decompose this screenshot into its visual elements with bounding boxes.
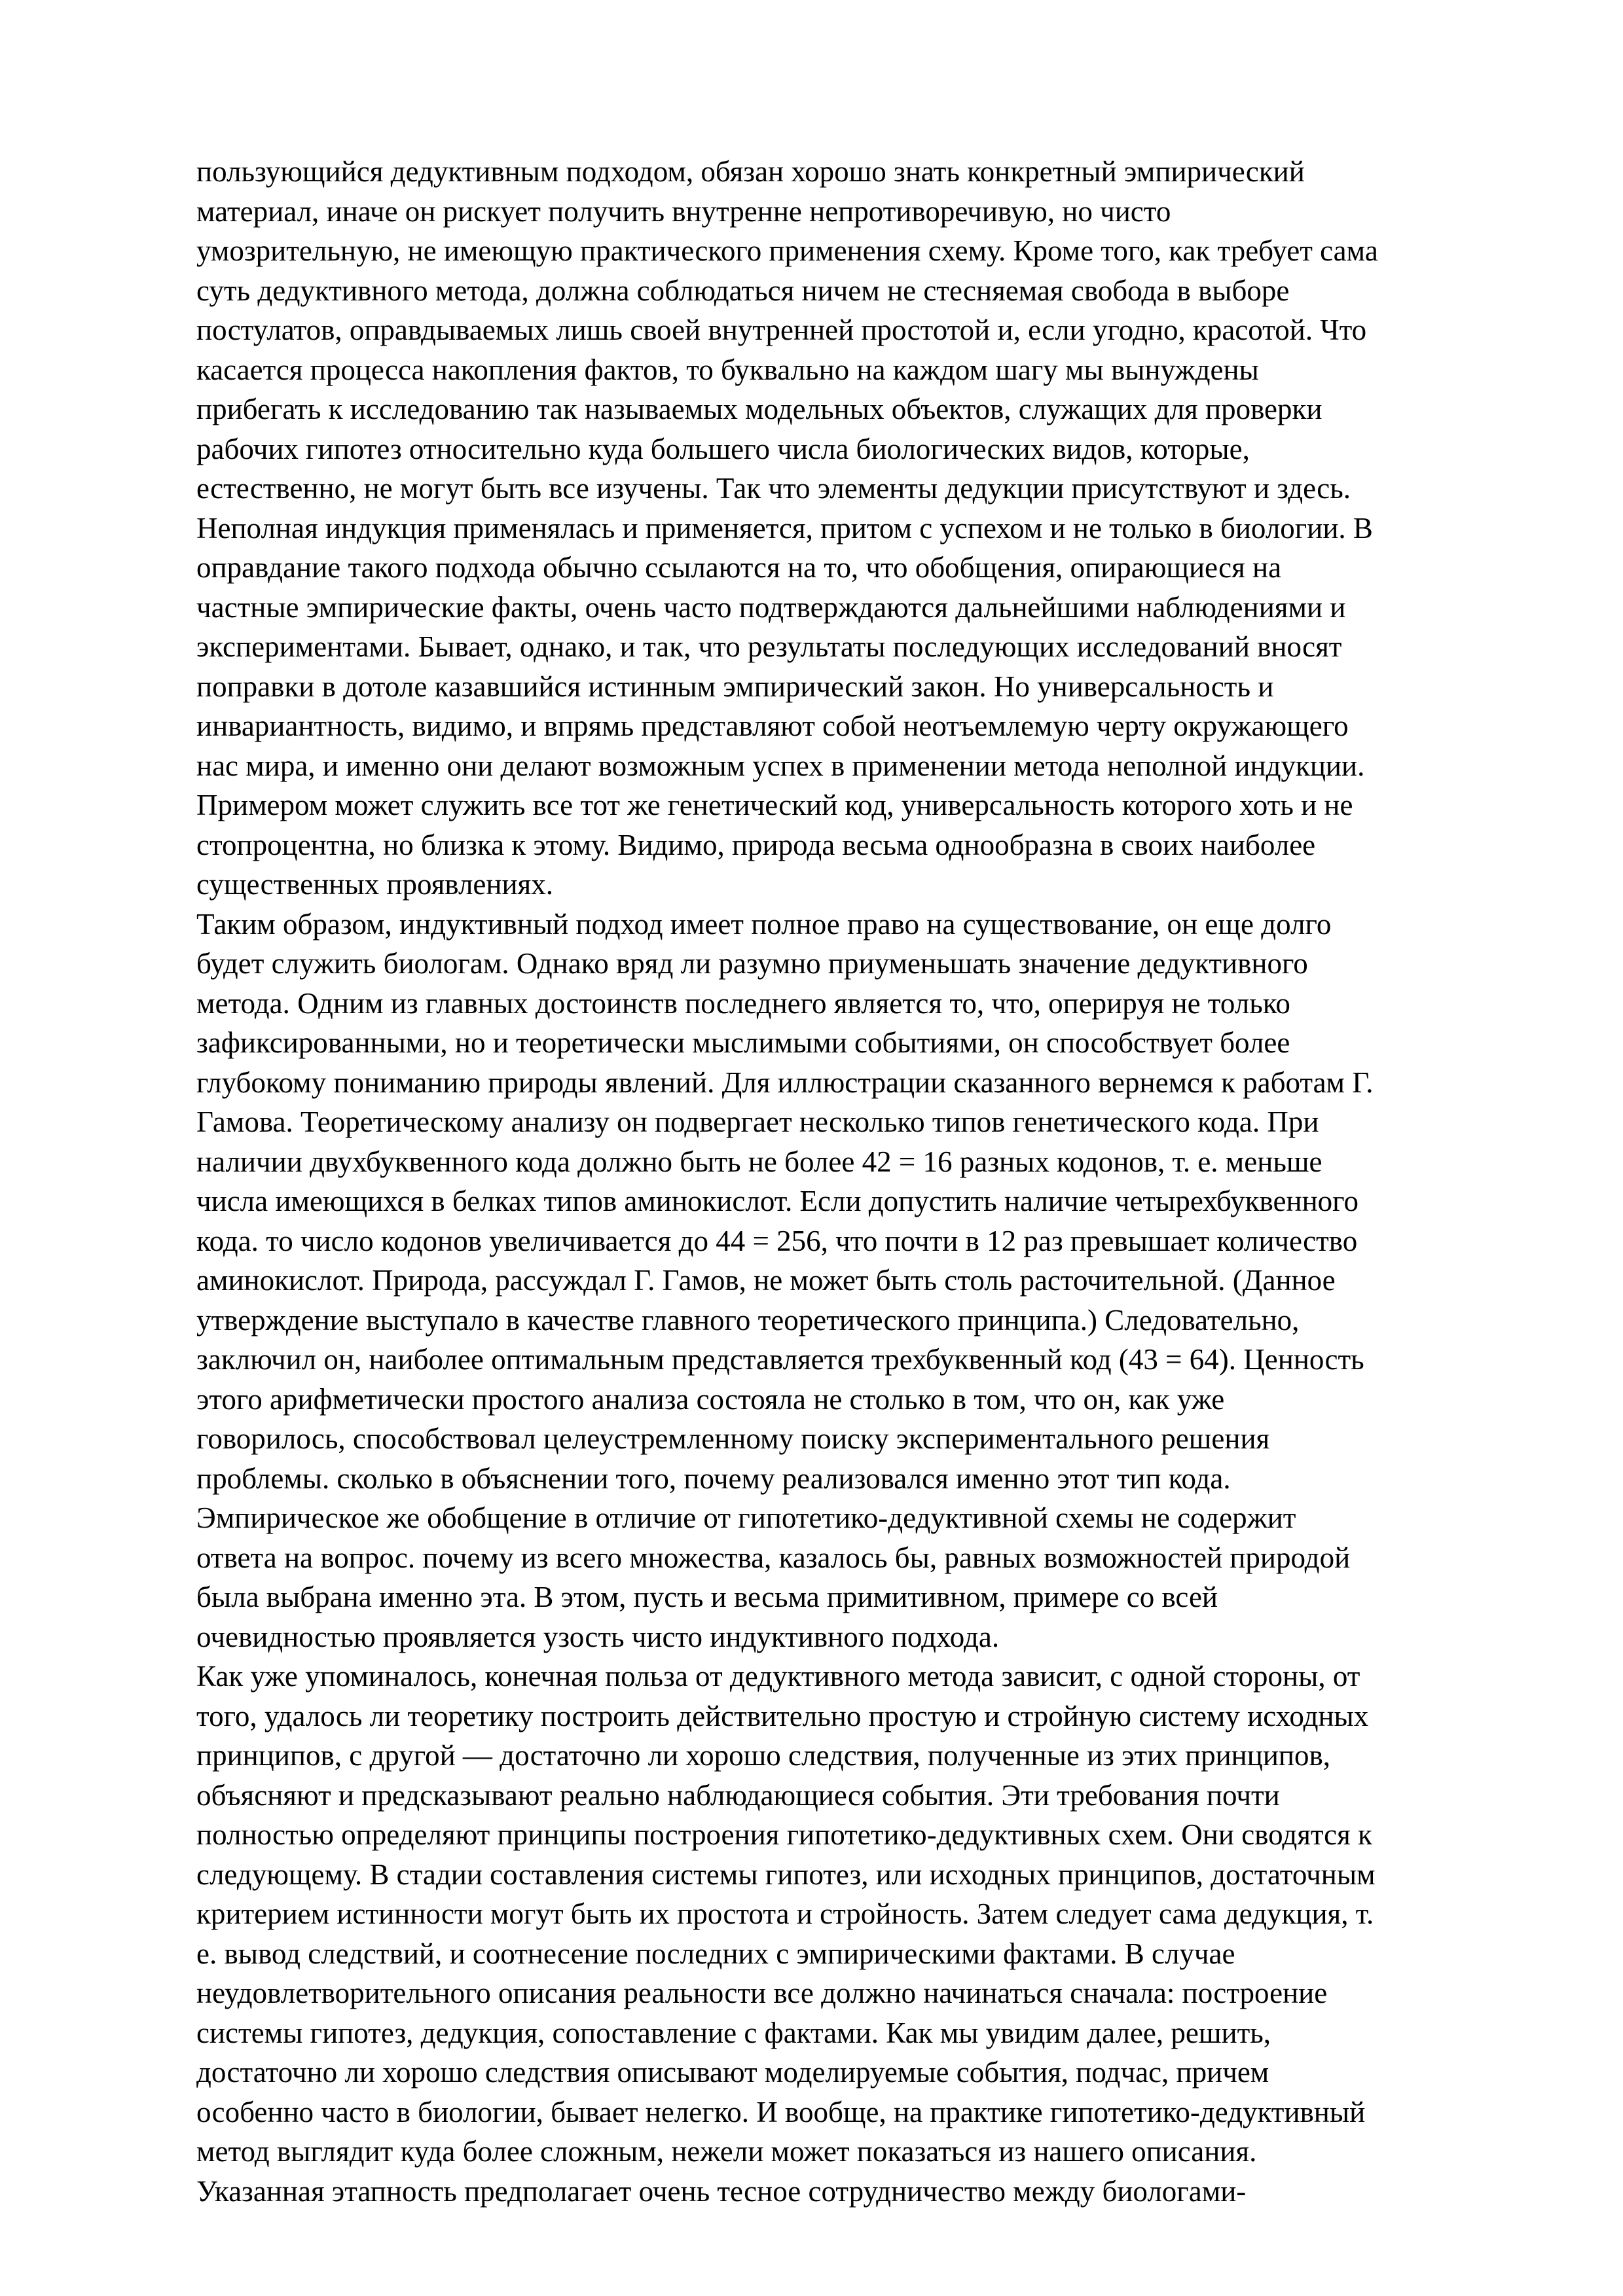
document-page	[196, 152, 1493, 2211]
text-line: суть дедуктивного метода, должна соблюдаться ничем не стесняемая свобода в выборе	[196, 274, 1290, 307]
text-line: Как уже упоминалось, конечная польза от дедуктивного метода зависит, с одной стороны, от	[196, 1660, 1360, 1693]
text-line: глубокому пониманию природы явлений. Для иллюстрации сказанного вернемся к работам Г.	[196, 1066, 1374, 1099]
text-line: следующему. В стадии составления системы гипотез, или исходных принципов, достаточным	[196, 1857, 1376, 1891]
text-line: принципов, с другой — достаточно ли хорошо следствия, полученные из этих принципов,	[196, 1739, 1330, 1772]
text-line: объясняют и предсказывают реально наблюдающиеся события. Эти требования почти	[196, 1778, 1280, 1812]
text-line: пользующийся дедуктивным подходом, обязан хорошо знать конкретный эмпирический	[196, 155, 1305, 188]
text-line: Примером может служить все тот же генетический код, универсальность которого хоть и не	[196, 789, 1353, 821]
text-line: е. вывод следствий, и соотнесение последних с эмпирическими фактами. В случае	[196, 1937, 1235, 1970]
text-line: поправки в дотоле казавшийся истинным эмпирический закон. Но универсальность и	[196, 670, 1274, 703]
text-line: Таким образом, индуктивный подход имеет полное право на существование, он еще долго	[196, 907, 1332, 941]
text-line: существенных проявлениях.	[196, 868, 553, 901]
text-line: проблемы. сколько в объяснении того, почему реализовался именно этот тип кода.	[196, 1462, 1231, 1495]
text-line: Эмпирическое же обобщение в отличие от гипотетико-дедуктивной схемы не содержит	[196, 1501, 1296, 1534]
text-line: рабочих гипотез относительно куда большего числа биологических видов, которые,	[196, 432, 1250, 465]
text-line: полностью определяют принципы построения гипотетико-дедуктивных схем. Они сводятся к	[196, 1818, 1372, 1851]
text-line: неудовлетворительного описания реальности все должно начинаться сначала: построение	[196, 1977, 1328, 2009]
text-line: аминокислот. Природа, рассуждал Г. Гамов, не может быть столь расточительной. (Данное	[196, 1264, 1336, 1297]
text-line: наличии двухбуквенного кода должно быть не более 42 = 16 разных кодонов, т. е. меньше	[196, 1145, 1322, 1178]
text-line: метода. Одним из главных достоинств последнего является то, что, оперируя не только	[196, 986, 1290, 1020]
text-line: частные эмпирические факты, очень часто подтверждаются дальнейшими наблюдениями и	[196, 590, 1346, 624]
text-line: касается процесса накопления фактов, то буквально на каждом шагу мы вынуждены	[196, 353, 1259, 386]
text-line: метод выглядит куда более сложным, нежели может показаться из нашего описания.	[196, 2135, 1257, 2168]
text-line: Указанная этапность предполагает очень тесное сотрудничество между биологами-	[196, 2174, 1247, 2208]
text-line: зафиксированными, но и теоретически мыслимыми событиями, он способствует более	[196, 1026, 1290, 1059]
text-line: оправдание такого подхода обычно ссылаются на то, что обобщения, опирающиеся на	[196, 551, 1282, 584]
text-line: Неполная индукция применялась и применяется, притом с успехом и не только в биологии. В	[196, 511, 1373, 545]
text-line: заключил он, наиболее оптимальным представляется трехбуквенный код (43 = 64). Ценность	[196, 1343, 1364, 1376]
text-line: нас мира, и именно они делают возможным успех в применении метода неполной индукции.	[196, 749, 1365, 782]
text-line: кода. то число кодонов увеличивается до 44 = 256, что почти в 12 раз превышает количество	[196, 1224, 1358, 1257]
text-line: говорилось, способствовал целеустремленному поиску экспериментального решения	[196, 1422, 1270, 1455]
text-line: прибегать к исследованию так называемых модельных объектов, служащих для проверки	[196, 393, 1322, 425]
text-line: утверждение выступало в качестве главного теоретического принципа.) Следовательно,	[196, 1303, 1300, 1336]
text-line: очевидностью проявляется узость чисто индуктивного подхода.	[196, 1620, 1000, 1653]
text-line: экспериментами. Бывает, однако, и так, что результаты последующих исследований вносят	[196, 630, 1342, 663]
text-line: будет служить биологам. Однако вряд ли разумно приуменьшать значение дедуктивного	[196, 947, 1308, 980]
text-line: достаточно ли хорошо следствия описывают моделируемые события, подчас, причем	[196, 2056, 1269, 2089]
text-line: системы гипотез, дедукция, сопоставление с фактами. Как мы увидим далее, решить,	[196, 2016, 1271, 2049]
text-line: инвариантность, видимо, и впрямь представляют собой неотъемлемую черту окружающего	[196, 709, 1349, 742]
text-line: критерием истинности могут быть их простота и стройность. Затем следует сама дедукция, т.	[196, 1897, 1374, 1930]
text-line: была выбрана именно эта. В этом, пусть и весьма примитивном, примере со всей	[196, 1581, 1218, 1613]
text-line: естественно, не могут быть все изучены. Так что элементы дедукции присутствуют и здесь.	[196, 472, 1351, 505]
text-line: стопроцентна, но близка к этому. Видимо, природа весьма однообразна в своих наиболее	[196, 828, 1316, 861]
text-line: особенно часто в биологии, бывает нелегко. И вообще, на практике гипотетико-дедуктивный	[196, 2095, 1366, 2128]
text-line: умозрительную, не имеющую практического применения схему. Кроме того, как требует сама	[196, 234, 1378, 267]
text-line: ответа на вопрос. почему из всего множества, казалось бы, равных возможностей природой	[196, 1541, 1351, 1574]
text-line: числа имеющихся в белках типов аминокислот. Если допустить наличие четырехбуквенного	[196, 1185, 1359, 1217]
text-line: того, удалось ли теоретику построить действительно простую и стройную систему исходных	[196, 1699, 1369, 1732]
text-line: Гамова. Теоретическому анализу он подвергает несколько типов генетического кода. При	[196, 1105, 1319, 1138]
text-line: постулатов, оправдываемых лишь своей внутренней простотой и, если угодно, красотой. Что	[196, 314, 1367, 346]
text-line: этого арифметически простого анализа состояла не столько в том, что он, как уже	[196, 1382, 1225, 1416]
text-line: материал, иначе он рискует получить внутренне непротиворечивую, но чисто	[196, 194, 1171, 228]
